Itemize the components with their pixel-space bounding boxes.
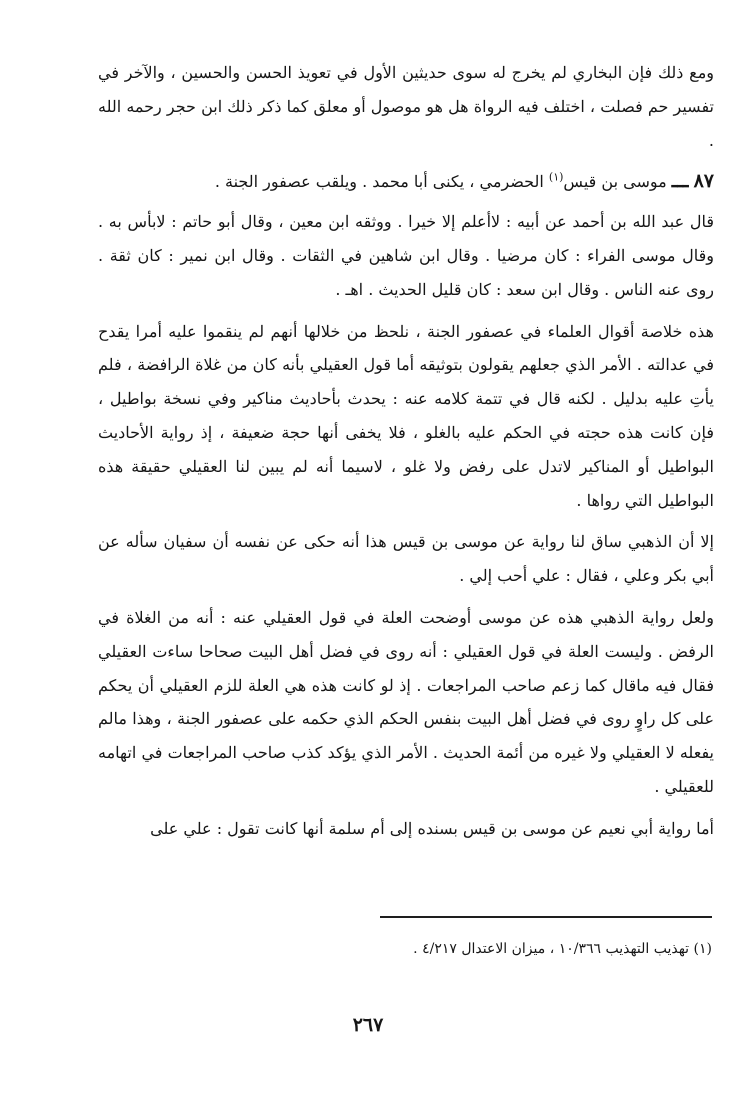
entry-dash: ـــ	[671, 170, 689, 193]
entry-heading	[98, 165, 714, 199]
paragraph-abu-nuaim: أما رواية أبي نعيم عن موسى بن قيس بسنده إلى أم سلمة أنها كانت تقول : علي على	[150, 818, 714, 838]
paragraph-intro: ومع ذلك فإن البخاري لم يخرج له سوى حديثين الأول في تعويذ الحسن والحسين ، والآخر في تفسير حم فصلت ، اختلف فيه الرواة هل هو موصول أو معلق كما ذكر ذلك ابن حجر رحمه الله .	[98, 63, 714, 150]
paragraph-dhahabi: إلا أن الذهبي ساق لنا رواية عن موسى بن قيس هذا أنه حكى عن نفسه أن سفيان سأله عن أبي بكر وعلي ، فقال : علي أحب إلي .	[98, 532, 715, 586]
entry-number: ٨٧	[693, 170, 714, 193]
entry-name: موسى بن قيس	[563, 172, 667, 192]
footnote-ref[interactable]: (١)	[548, 171, 564, 185]
main-text	[98, 56, 714, 854]
paragraph-reason: ولعل رواية الذهبي هذه عن موسى أوضحت العلة في قول العقيلي عنه : أنه من الغلاة في الرفض . وليست العلة في قول العقيلي : أنه روى في فضل أهل البيت صحاحا ساءت العقيلي فقال فيه ماقال كما زعم صاحب المراجعات . إذ لو كانت هذه هي العلة للزم العقيلي أن يحكم على كل راوٍ روى في فضل أهل البيت بنفس الحكم الذي حكمه على عصفور الجنة ، وهذا مالم يفعله لا العقيلي ولا غيره من أئمة الحديث . الأمر الذي يؤكد كذب صاحب المراجعات في اتهامه للعقيلي .	[98, 607, 714, 796]
paragraph-scholars: قال عبد الله بن أحمد عن أبيه : لاأعلم إلا خيرا . ووثقه ابن معين ، وقال أبو حاتم : لابأس به . وقال موسى الفراء : كان مرضيا . وقال ابن شاهين في الثقات . وقال ابن نمير : كان ثقة . روى عنه الناس . وقال ابن سعد : كان قليل الحديث . اهـ .	[98, 212, 714, 299]
entry-description: الحضرمي ، يكنى أبا محمد . ويلقب عصفور الجنة .	[214, 172, 544, 192]
page-number: ٢٦٧	[352, 1014, 384, 1036]
paragraph-summary: هذه خلاصة أقوال العلماء في عصفور الجنة ، نلحظ من خلالها أنهم لم ينقموا عليه أمرا يقدح في عدالته . الأمر الذي جعلهم يقولون بتوثيقه أما قول العقيلي بأنه كان من غلاة الرافضة ، فلم يأتِ عليه بدليل . لكنه قال في تتمة كلامه عنه : يحدث بأحاديث مناكير وفي نسخة بواطيل ، فإن كانت هذه حجته في الحكم عليه بالغلو ، فلا يخفى أنها حجة ضعيفة ، إذ رواية الأحاديث البواطيل أو المناكير لاتدل على رفض ولا غلو ، لاسيما أنه لم يبين لنا العقيلي حقيقة هذه البواطيل التي رواها .	[98, 321, 715, 510]
footnote: (١) تهذيب التهذيب ١٠/٣٦٦ ، ميزان الاعتدال ٤/٢١٧ .	[413, 941, 712, 957]
footnote-divider	[380, 916, 712, 918]
